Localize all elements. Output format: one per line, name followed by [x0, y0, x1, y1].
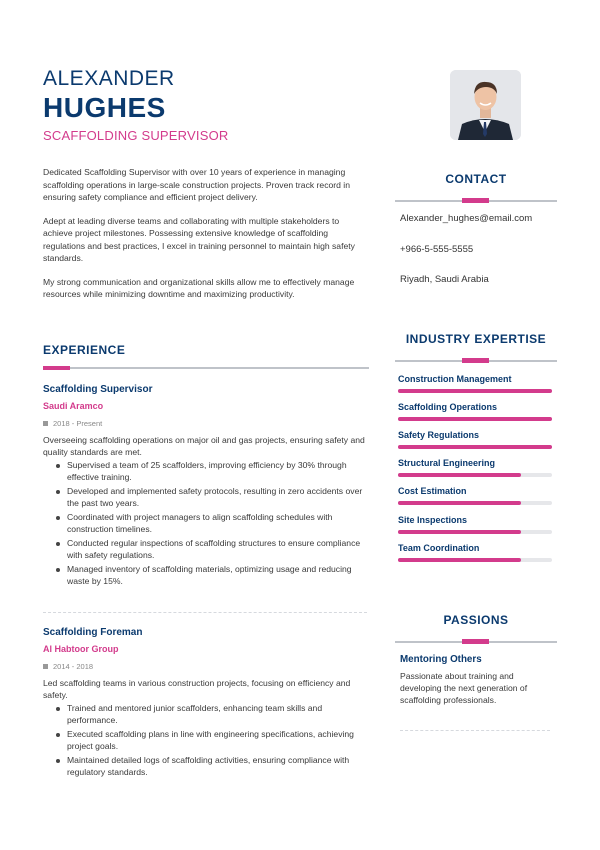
- skill-name: Structural Engineering: [398, 458, 496, 468]
- profile-photo: [450, 70, 521, 140]
- experience-divider: [43, 357, 369, 371]
- job-bullet: Coordinated with project managers to align scaffolding schedules with construction timelines.: [55, 512, 368, 535]
- skill-fill: [398, 501, 521, 505]
- expertise-heading: INDUSTRY EXPERTISE: [405, 332, 547, 346]
- passion-separator: [400, 730, 550, 731]
- job-separator: [43, 612, 367, 613]
- profile-summary: [43, 166, 368, 312]
- contact-location: Riyadh, Saudi Arabia: [400, 274, 489, 285]
- job-bullet: Supervised a team of 25 scaffolders, improving efficiency by 30% through effective training.: [55, 460, 368, 483]
- last-name: HUGHES: [43, 92, 166, 123]
- job-entry: [43, 384, 368, 590]
- skill-fill: [398, 530, 521, 534]
- job-bullets: [43, 703, 368, 778]
- job-dates: [43, 662, 368, 671]
- job-dates-text: 2018 - Present: [53, 419, 103, 428]
- experience-heading: EXPERIENCE: [43, 343, 126, 357]
- passions-divider: [395, 636, 557, 648]
- contact-phone[interactable]: +966-5-555-5555: [400, 244, 474, 255]
- bullet-icon: [56, 759, 60, 763]
- bullet-icon: [56, 733, 60, 737]
- job-company: Al Habtoor Group: [43, 644, 119, 654]
- contact-email[interactable]: Alexander_hughes@email.com: [400, 213, 533, 224]
- skill-item: [398, 458, 552, 477]
- skill-item: [398, 402, 552, 421]
- bullet-icon: [56, 516, 60, 520]
- job-bullet: Trained and mentored junior scaffolders, enhancing team skills and performance.: [55, 703, 368, 726]
- passion-name: Mentoring Others: [400, 654, 482, 665]
- job-company: Saudi Aramco: [43, 401, 104, 411]
- contact-heading: CONTACT: [445, 172, 507, 186]
- job-dates-text: 2014 - 2018: [53, 662, 94, 671]
- skill-name: Cost Estimation: [398, 486, 467, 496]
- expertise-header: [395, 332, 557, 367]
- job-bullet: Executed scaffolding plans in line with engineering specifications, achieving project goals.: [55, 729, 368, 752]
- skill-name: Construction Management: [398, 374, 512, 384]
- skill-fill: [398, 558, 521, 562]
- calendar-icon: [43, 664, 48, 669]
- job-dates: [43, 419, 368, 428]
- job-description: Led scaffolding teams in various construction projects, focusing on efficiency and safety.: [43, 678, 351, 700]
- passion-description: Passionate about training and developing the next generation of scaffolding professionals.: [400, 671, 528, 705]
- bullet-icon: [56, 464, 60, 468]
- summary-paragraph: Dedicated Scaffolding Supervisor with over 10 years of experience in managing scaffolding operations in large-scale construction projects. Proven track record in ensuring safety compliance and efficient project delivery.: [43, 167, 350, 202]
- job-bullet: Managed inventory of scaffolding materials, optimizing usage and reducing waste by 15%.: [55, 564, 368, 587]
- first-name: ALEXANDER: [43, 67, 175, 90]
- skill-bar: [398, 473, 552, 477]
- contact-divider: [395, 195, 557, 207]
- calendar-icon: [43, 421, 48, 426]
- contact-header: [395, 172, 557, 207]
- bullet-icon: [56, 490, 60, 494]
- passion-item: [400, 654, 550, 706]
- job-bullet: Conducted regular inspections of scaffolding structures to ensure compliance with safety regulations.: [55, 538, 368, 561]
- skill-name: Team Coordination: [398, 543, 480, 553]
- skill-item: [398, 515, 552, 534]
- skill-item: [398, 374, 552, 393]
- experience-header: [43, 343, 369, 371]
- skill-item: [398, 543, 552, 562]
- bullet-icon: [56, 542, 60, 546]
- bullet-icon: [56, 568, 60, 572]
- skill-fill: [398, 473, 521, 477]
- summary-paragraph: My strong communication and organizational skills allow me to effectively manage resources while minimizing downtime and maximizing productivity.: [43, 276, 355, 299]
- job-role: Scaffolding Foreman: [43, 627, 143, 638]
- bullet-icon: [56, 707, 60, 711]
- passions-header: [395, 613, 557, 648]
- job-bullet: Developed and implemented safety protocols, resulting in zero accidents over the past two years.: [55, 486, 368, 509]
- skill-fill: [398, 389, 552, 393]
- job-entry: [43, 627, 368, 781]
- skill-bar: [398, 389, 552, 393]
- skill-name: Site Inspections: [398, 515, 468, 525]
- skill-name: Scaffolding Operations: [398, 402, 498, 412]
- skill-bar: [398, 417, 552, 421]
- passions-heading: PASSIONS: [443, 613, 509, 627]
- skill-item: [398, 430, 552, 449]
- summary-paragraph: Adept at leading diverse teams and collaborating with multiple stakeholders to achieve project milestones. Possessing extensive knowledge of scaffolding regulations and best practices, I excel in training personnel to maintain high safety standards.: [43, 215, 355, 263]
- job-bullets: [43, 460, 368, 587]
- skill-bar: [398, 530, 552, 534]
- skill-item: [398, 486, 552, 505]
- skill-bar: [398, 558, 552, 562]
- job-role: Scaffolding Supervisor: [43, 384, 153, 395]
- skill-bar: [398, 445, 552, 449]
- skill-name: Safety Regulations: [398, 430, 480, 440]
- expertise-divider: [395, 355, 557, 367]
- job-description: Overseeing scaffolding operations on major oil and gas projects, ensuring safety and quality standards are met.: [43, 435, 365, 457]
- skill-fill: [398, 445, 552, 449]
- job-bullet: Maintained detailed logs of scaffolding activities, ensuring compliance with regulatory standards.: [55, 755, 368, 778]
- skill-bar: [398, 501, 552, 505]
- skill-fill: [398, 417, 552, 421]
- job-title: SCAFFOLDING SUPERVISOR: [43, 128, 229, 143]
